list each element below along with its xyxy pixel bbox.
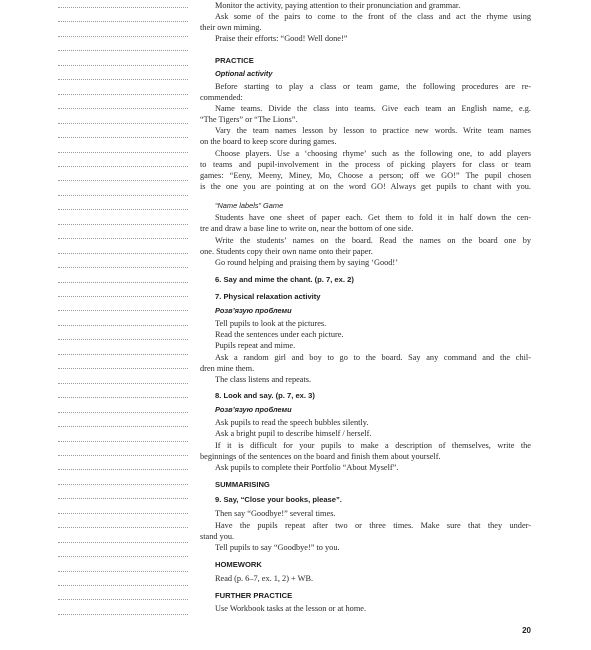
text-line: Students have one sheet of paper each. Get them to fold it in half down the cen- xyxy=(215,213,531,222)
note-line xyxy=(58,79,188,80)
note-line xyxy=(58,469,188,470)
note-line xyxy=(58,65,188,66)
note-line xyxy=(58,137,188,138)
text-line: to teams and pupil-involvement in the process of picking players for class or team xyxy=(200,160,531,169)
note-line xyxy=(58,585,188,586)
text-line: Have the pupils repeat after two or three times. Make sure that they under- xyxy=(215,521,531,530)
note-line xyxy=(58,354,188,355)
note-line xyxy=(58,325,188,326)
page-number: 20 xyxy=(522,626,531,635)
section-heading-further-practice: FURTHER PRACTICE xyxy=(215,591,293,600)
text-line: their own miming. xyxy=(200,23,262,32)
section-heading-practice: PRACTICE xyxy=(215,56,254,65)
note-line xyxy=(58,152,188,153)
section-heading-summarising: SUMMARISING xyxy=(215,480,270,489)
note-line xyxy=(58,224,188,225)
note-line xyxy=(58,209,188,210)
subheading-name-labels-game: “Name labels” Game xyxy=(215,201,284,210)
note-line xyxy=(58,397,188,398)
text-line: Then say “Goodbye!” several times. xyxy=(215,509,336,518)
note-line xyxy=(58,426,188,427)
note-line xyxy=(58,310,188,311)
note-line xyxy=(58,556,188,557)
note-line xyxy=(58,123,188,124)
note-line xyxy=(58,571,188,572)
text-line: Tell pupils to look at the pictures. xyxy=(215,319,327,328)
note-line xyxy=(58,282,188,283)
text-line: Monitor the activity, paying attention to their pronunciation and grammar. xyxy=(215,1,461,10)
note-line xyxy=(58,296,188,297)
text-line: Pupils repeat and mime. xyxy=(215,341,296,350)
note-line xyxy=(58,599,188,600)
text-line: one. Students copy their own name onto their paper. xyxy=(200,247,373,256)
text-line: stand you. xyxy=(200,532,235,541)
text-line: Ask a bright pupil to describe himself / herself. xyxy=(215,429,372,438)
text-line: If it is difficult for your pupils to make a description of themselves, write the xyxy=(215,441,531,450)
note-line xyxy=(58,7,188,8)
text-line: Ask some of the pairs to come to the front of the class and act the rhyme using xyxy=(215,12,531,21)
text-line: Read the sentences under each picture. xyxy=(215,330,344,339)
subheading-optional-activity: Optional activity xyxy=(215,69,273,78)
note-line xyxy=(58,412,188,413)
text-line: Write the students’ names on the board. Read the names on the board one by xyxy=(215,236,531,245)
text-line: Go round helping and praising them by saying ‘Good!’ xyxy=(215,258,398,267)
text-line: “The Tigers” or “The Lions”. xyxy=(200,115,298,124)
subheading-problem-solving: Розв’язую проблеми xyxy=(215,405,292,414)
text-line: Ask a random girl and boy to go to the board. Say any command and the chil- xyxy=(215,353,531,362)
text-line: Choose players. Use a ‘choosing rhyme’ such as the following one, to add players xyxy=(215,149,531,158)
note-line xyxy=(58,441,188,442)
task-heading-8: 8. Look and say. (p. 7, ex. 3) xyxy=(215,391,315,400)
text-line: The class listens and repeats. xyxy=(215,375,312,384)
note-line xyxy=(58,195,188,196)
text-line: Before starting to play a class or team game, the following procedures are re- xyxy=(215,82,531,91)
section-heading-homework: HOMEWORK xyxy=(215,560,262,569)
note-line xyxy=(58,383,188,384)
task-heading-6: 6. Say and mime the chant. (p. 7, ex. 2) xyxy=(215,275,354,284)
note-line xyxy=(58,339,188,340)
text-line: tre and draw a base line to write on, near the bottom of one side. xyxy=(200,224,414,233)
text-line: Ask pupils to complete their Portfolio “About Myself”. xyxy=(215,463,399,472)
note-line xyxy=(58,94,188,95)
note-line xyxy=(58,614,188,615)
text-line: dren mine them. xyxy=(200,364,255,373)
note-line xyxy=(58,238,188,239)
text-line: Read (p. 6–7, ex. 1, 2) + WB. xyxy=(215,574,314,583)
note-line xyxy=(58,484,188,485)
text-line: Use Workbook tasks at the lesson or at home. xyxy=(215,604,367,613)
note-line xyxy=(58,166,188,167)
note-line xyxy=(58,180,188,181)
note-line xyxy=(58,368,188,369)
note-line xyxy=(58,542,188,543)
note-line xyxy=(58,513,188,514)
note-line xyxy=(58,455,188,456)
text-line: is the one you are pointing at on the word GO! Always get pupils to chant with you. xyxy=(200,182,531,191)
text-line: games: “Eeny, Meeny, Miney, Mo, Choose a person; off we GO!” The pupil chosen xyxy=(200,171,531,180)
note-line xyxy=(58,36,188,37)
note-line xyxy=(58,21,188,22)
text-line: commended: xyxy=(200,93,243,102)
note-line xyxy=(58,267,188,268)
text-line: Tell pupils to say “Goodbye!” to you. xyxy=(215,543,340,552)
text-line: on the board to keep score during games. xyxy=(200,137,337,146)
text-line: beginnings of the sentences on the board and finish them about yourself. xyxy=(200,452,441,461)
note-line xyxy=(58,50,188,51)
text-line: Name teams. Divide the class into teams. Give each team an English name, e.g. xyxy=(215,104,531,113)
note-line xyxy=(58,527,188,528)
note-line xyxy=(58,108,188,109)
note-line xyxy=(58,253,188,254)
text-line: Praise their efforts: “Good! Well done!” xyxy=(215,34,348,43)
notes-margin xyxy=(58,0,188,650)
text-line: Vary the team names lesson by lesson to practice new words. Write team names xyxy=(215,126,531,135)
text-line: Ask pupils to read the speech bubbles silently. xyxy=(215,418,369,427)
note-line xyxy=(58,498,188,499)
subheading-problem-solving: Розв’язую проблеми xyxy=(215,306,292,315)
task-heading-9: 9. Say, “Close your books, please”. xyxy=(215,495,342,504)
task-heading-7: 7. Physical relaxation activity xyxy=(215,292,321,301)
